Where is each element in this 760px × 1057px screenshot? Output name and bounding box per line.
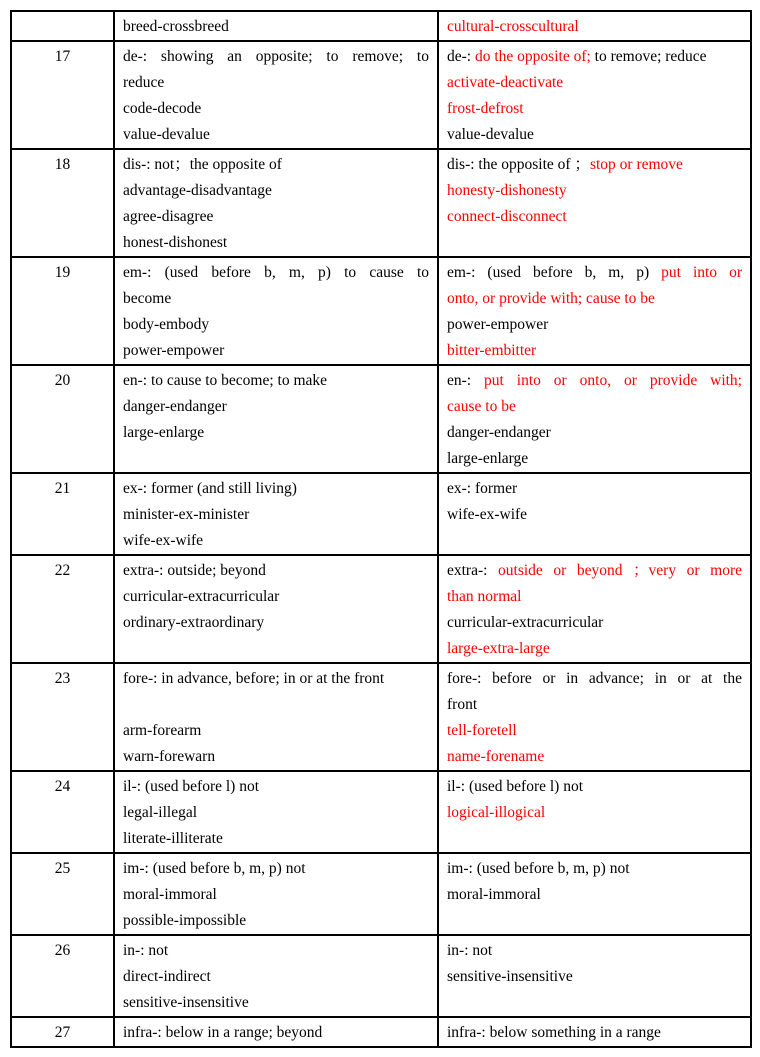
row-number-cell	[11, 257, 114, 365]
row-number: 24	[54, 778, 71, 795]
plain-text: danger-endanger	[123, 398, 227, 415]
plain-text: curricular-extracurricular	[123, 588, 280, 605]
text-line	[123, 558, 429, 584]
plain-text: infra-: below in a range; beyond	[123, 1024, 323, 1041]
plain-text: fore-: before or in advance; in or at the	[447, 670, 742, 687]
row-number-cell	[11, 853, 114, 935]
plain-text: de-:	[447, 48, 475, 65]
row-number	[20, 14, 105, 40]
plain-text: il-: (used before l) not	[447, 778, 584, 795]
plain-text: il-: (used before l) not	[123, 778, 260, 795]
row-number: 26	[54, 942, 71, 959]
text-line	[123, 990, 429, 1016]
original-definition-cell	[114, 257, 438, 365]
text-line	[123, 502, 429, 528]
plain-text: wife-ex-wife	[123, 532, 204, 549]
highlighted-text: logical-illogical	[447, 804, 546, 821]
plain-text: dis-: not；the opposite of	[123, 156, 282, 173]
revised-definition-cell	[438, 11, 751, 41]
plain-text: agree-disagree	[123, 208, 214, 225]
original-definition-cell	[114, 149, 438, 257]
highlighted-text: tell-foretell	[447, 722, 517, 739]
original-definition-cell	[114, 1017, 438, 1047]
plain-text: ex-: former (and still living)	[123, 480, 297, 497]
row-number-cell	[11, 663, 114, 771]
text-line	[123, 420, 429, 446]
text-line	[123, 964, 429, 990]
original-definition-cell	[114, 935, 438, 1017]
text-line	[123, 204, 429, 230]
text-line	[447, 338, 742, 364]
text-line	[447, 152, 742, 178]
plain-text: em-: (used before b, m, p)	[447, 264, 662, 281]
text-line	[123, 152, 429, 178]
text-line	[447, 964, 742, 990]
prefix-table-body	[11, 11, 751, 1047]
table-row	[11, 365, 751, 473]
text-line	[123, 610, 429, 636]
text-line	[447, 856, 742, 882]
row-number-cell	[11, 555, 114, 663]
prefix-table	[10, 10, 752, 1048]
text-line	[123, 1020, 429, 1046]
text-line	[447, 882, 742, 908]
revised-definition-cell	[438, 853, 751, 935]
plain-text: danger-endanger	[447, 424, 551, 441]
revised-definition-cell	[438, 365, 751, 473]
plain-text: im-: (used before b, m, p) not	[447, 860, 630, 877]
table-row	[11, 771, 751, 853]
text-line	[447, 692, 742, 718]
plain-text: em-: (used before b, m, p) to cause to	[123, 264, 429, 281]
row-number-cell	[11, 473, 114, 555]
text-line	[123, 584, 429, 610]
row-number: 17	[54, 48, 71, 65]
row-number: 20	[54, 372, 71, 389]
text-line	[123, 938, 429, 964]
table-row	[11, 935, 751, 1017]
highlighted-text: do the opposite of;	[474, 48, 595, 65]
text-line	[447, 260, 742, 286]
text-line	[447, 446, 742, 472]
revised-definition-cell	[438, 149, 751, 257]
revised-definition-cell	[438, 41, 751, 149]
revised-definition-cell	[438, 663, 751, 771]
text-line	[123, 528, 429, 554]
plain-text: possible-impossible	[123, 912, 247, 929]
table-row	[11, 11, 751, 41]
row-number-cell	[11, 149, 114, 257]
highlighted-text: cultural-crosscultural	[447, 18, 579, 35]
text-line	[123, 744, 429, 770]
text-line	[447, 636, 742, 662]
text-line	[447, 178, 742, 204]
text-line	[447, 420, 742, 446]
table-row	[11, 149, 751, 257]
table-row	[11, 853, 751, 935]
text-line	[123, 338, 429, 364]
plain-text: curricular-extracurricular	[447, 614, 604, 631]
text-line	[123, 856, 429, 882]
text-line	[123, 178, 429, 204]
plain-text: sensitive-insensitive	[447, 968, 573, 985]
text-line	[123, 774, 429, 800]
plain-text: extra-:	[447, 562, 499, 579]
highlighted-text: name-forename	[447, 748, 545, 765]
highlighted-text: frost-defrost	[447, 100, 524, 117]
plain-text: en-:	[447, 372, 485, 389]
text-line	[123, 44, 429, 70]
text-line	[447, 718, 742, 744]
text-line	[447, 666, 742, 692]
text-line	[123, 286, 429, 312]
plain-text: warn-forewarn	[123, 748, 216, 765]
text-line	[447, 44, 742, 70]
text-line	[123, 692, 429, 718]
plain-text: moral-immoral	[123, 886, 217, 903]
plain-text: advantage-disadvantage	[123, 182, 272, 199]
table-row	[11, 1017, 751, 1047]
plain-text: infra-: below something in a range	[447, 1024, 661, 1041]
revised-definition-cell	[438, 1017, 751, 1047]
highlighted-text: honesty-dishonesty	[447, 182, 567, 199]
plain-text: fore-: in advance, before; in or at the front	[123, 670, 385, 687]
text-line	[447, 122, 742, 148]
original-definition-cell	[114, 365, 438, 473]
text-line	[123, 122, 429, 148]
text-line	[447, 584, 742, 610]
row-number-cell	[11, 935, 114, 1017]
table-row	[11, 663, 751, 771]
plain-text: become	[123, 290, 172, 307]
text-line	[123, 882, 429, 908]
plain-text: in-: not	[123, 942, 169, 959]
highlighted-text: bitter-embitter	[447, 342, 537, 359]
highlighted-text: cause to be	[447, 398, 516, 415]
original-definition-cell	[114, 663, 438, 771]
text-line	[447, 610, 742, 636]
table-row	[11, 555, 751, 663]
text-line	[447, 368, 742, 394]
row-number-cell	[11, 11, 114, 41]
text-line	[447, 1020, 742, 1046]
original-definition-cell	[114, 473, 438, 555]
plain-text: in-: not	[447, 942, 493, 959]
revised-definition-cell	[438, 555, 751, 663]
original-definition-cell	[114, 853, 438, 935]
text-line	[447, 744, 742, 770]
revised-definition-cell	[438, 771, 751, 853]
plain-text: power-empower	[447, 316, 549, 333]
text-line	[123, 800, 429, 826]
highlighted-text: connect-disconnect	[447, 208, 567, 225]
plain-text: ordinary-extraordinary	[123, 614, 265, 631]
revised-definition-cell	[438, 257, 751, 365]
plain-text: to remove; reduce	[594, 48, 707, 65]
revised-definition-cell	[438, 935, 751, 1017]
text-line	[123, 908, 429, 934]
row-number-cell	[11, 771, 114, 853]
highlighted-text: than normal	[447, 588, 522, 605]
row-number: 23	[54, 670, 71, 687]
text-line	[447, 14, 742, 40]
highlighted-text: activate-deactivate	[447, 74, 564, 91]
text-line	[123, 70, 429, 96]
plain-text: moral-immoral	[447, 886, 541, 903]
table-row	[11, 473, 751, 555]
plain-text: sensitive-insensitive	[123, 994, 249, 1011]
text-line	[447, 476, 742, 502]
plain-text: code-decode	[123, 100, 202, 117]
highlighted-text: stop or remove	[589, 156, 683, 173]
original-definition-cell	[114, 771, 438, 853]
text-line	[123, 368, 429, 394]
text-line	[123, 476, 429, 502]
original-definition-cell	[114, 41, 438, 149]
highlighted-text: put into or onto, or provide with;	[484, 372, 742, 389]
text-line	[123, 394, 429, 420]
row-number-cell	[11, 41, 114, 149]
row-number: 27	[54, 1024, 71, 1041]
text-line	[123, 312, 429, 338]
plain-text: de-: showing an opposite; to remove; to	[123, 48, 429, 65]
revised-definition-cell	[438, 473, 751, 555]
highlighted-text: outside or beyond ；very or more	[498, 562, 742, 579]
text-line	[447, 938, 742, 964]
plain-text: arm-forearm	[123, 722, 202, 739]
text-line	[123, 96, 429, 122]
plain-text: reduce	[123, 74, 165, 91]
text-line	[447, 312, 742, 338]
plain-text: honest-dishonest	[123, 234, 228, 251]
text-line	[447, 558, 742, 584]
row-number-cell	[11, 1017, 114, 1047]
text-line	[123, 666, 429, 692]
plain-text: extra-: outside; beyond	[123, 562, 266, 579]
plain-text: dis-: the opposite of ；	[447, 156, 590, 173]
plain-text: value-devalue	[123, 126, 210, 143]
plain-text: power-empower	[123, 342, 225, 359]
plain-text: body-embody	[123, 316, 210, 333]
plain-text: breed-crossbreed	[123, 18, 229, 35]
plain-text: en-: to cause to become; to make	[123, 372, 328, 389]
text-line	[447, 286, 742, 312]
original-definition-cell	[114, 11, 438, 41]
plain-text: front	[447, 696, 478, 713]
text-line	[447, 96, 742, 122]
plain-text: legal-illegal	[123, 804, 198, 821]
text-line	[123, 14, 429, 40]
original-definition-cell	[114, 555, 438, 663]
highlighted-text: large-extra-large	[447, 640, 550, 657]
row-number: 21	[54, 480, 71, 497]
text-line	[447, 70, 742, 96]
table-row	[11, 257, 751, 365]
text-line	[123, 718, 429, 744]
plain-text: value-devalue	[447, 126, 534, 143]
text-line	[447, 502, 742, 528]
plain-text: minister-ex-minister	[123, 506, 250, 523]
text-line	[447, 800, 742, 826]
row-number: 22	[54, 562, 71, 579]
highlighted-text: onto, or provide with; cause to be	[447, 290, 655, 307]
plain-text: im-: (used before b, m, p) not	[123, 860, 306, 877]
row-number: 25	[54, 860, 71, 877]
text-line	[123, 230, 429, 256]
highlighted-text: put into or	[661, 264, 742, 281]
plain-text: direct-indirect	[123, 968, 211, 985]
text-line	[447, 204, 742, 230]
plain-text: large-enlarge	[447, 450, 529, 467]
text-line	[123, 260, 429, 286]
row-number-cell	[11, 365, 114, 473]
plain-text: wife-ex-wife	[447, 506, 528, 523]
table-row	[11, 41, 751, 149]
text-line	[447, 774, 742, 800]
plain-text: large-enlarge	[123, 424, 205, 441]
row-number: 18	[54, 156, 71, 173]
text-line	[123, 826, 429, 852]
plain-text: ex-: former	[447, 480, 518, 497]
text-line	[447, 394, 742, 420]
row-number: 19	[54, 264, 71, 281]
plain-text: literate-illiterate	[123, 830, 223, 847]
